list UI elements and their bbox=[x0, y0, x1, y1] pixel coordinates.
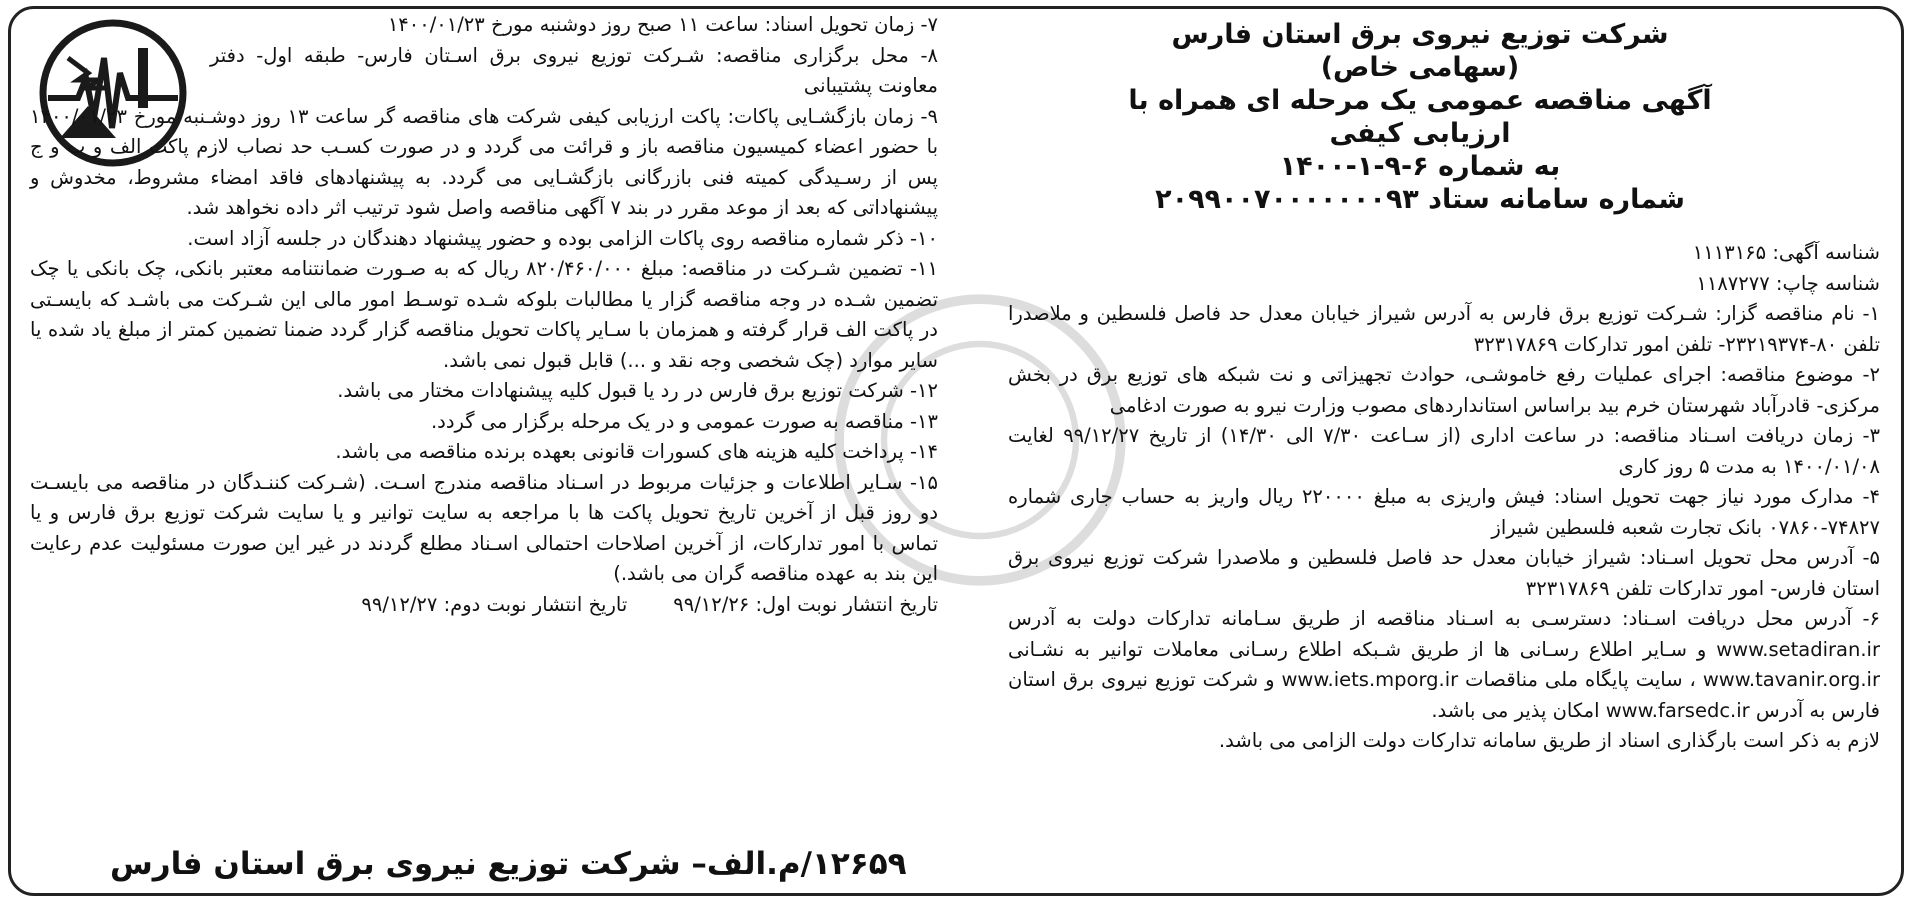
item-10: ۱۰- ذکر شماره مناقصه روی پاکات الزامی بوده و حضور پیشنهاد دهندگان در جلسه آزاد است. bbox=[187, 226, 938, 250]
item-8: ۸- محل برگزاری مناقصه: شـرکت توزیع نیروی برق اسـتان فارس- طبقه اول- دفتر معاونت پشتیبانی bbox=[210, 43, 938, 97]
print-id: شناسه چاپ: ۱۱۸۷۲۷۷ bbox=[1696, 271, 1880, 295]
publication-second: تاریخ انتشار نوبت دوم: ۹۹/۱۲/۲۷ bbox=[361, 592, 628, 616]
ids-block bbox=[1008, 238, 1880, 299]
right-column bbox=[1008, 10, 1880, 757]
item-6: ۶- آدرس محل دریافت اسـناد: دسترسـی به اسـناد مناقصه از طریق سـامانه تدارکات دولت به آدرس www.setadiran.ir و سـایر اطلاع رسـانی ها از طریق شـبکه اطلاع رسـانی معاملات توانیر به نشـانی www.tavanir.org.ir ، سایت پایگاه ملی مناقصات www.iets.mporg.ir و شرکت توزیع نیروی برق استان فارس به آدرس www.farsedc.ir امکان پذیر می باشد. bbox=[1008, 607, 1880, 722]
setad-number: شماره سامانه ستاد ۲۰۹۹۰۰۷۰۰۰۰۰۰۰۹۳ bbox=[1155, 184, 1685, 215]
publication-dates bbox=[30, 590, 938, 620]
item-5: ۵- آدرس محل تحویل اسـناد: شیراز خیابان معدل حد فاصل فلسطین و ملاصدرا شرکت توزیع نیروی برق استان فارس- امور تدارکات تلفن ۳۲۳۱۷۸۶۹ bbox=[1008, 546, 1880, 600]
item-7: ۷- زمان تحویل اسناد: ساعت ۱۱ صبح روز دوشنبه مورخ ۱۴۰۰/۰۱/۲۳ bbox=[387, 13, 938, 36]
upload-note: لازم به ذکر است بارگذاری اسناد از طریق سامانه تدارکات دولت الزامی می باشد. bbox=[1218, 729, 1880, 752]
item-15: ۱۵- سـایر اطلاعات و جزئیات مربوط در اسـناد مناقصه مندرج اسـت. (شـرکت کننـدگان در مناقصه می بایسـت دو روز قبل از آخرین تاریخ تحویل پاکت ها با مراجعه به سایت توانیر و یا سایت شرکت توزیع برق فارس و یا تماس با امور تدارکات، از آخرین اصلاحات احتمالی اسـناد مطلع گردند در غیر این صورت مسئولیت عدم رعایت این بند به عهده مناقصه گران می باشد.) bbox=[30, 470, 938, 585]
ad-id: شناسه آگهی: ۱۱۱۳۱۶۵ bbox=[1692, 241, 1880, 264]
item-2: ۲- موضوع مناقصه: اجرای عملیات رفع خاموشـی، حوادث تجهیزاتی و نت شبکه های توزیع برق در بخش مرکزی- قادرآباد شهرستان خرم بید براساس استانداردهای مصوب وزارت نیرو به صورت ادغامی bbox=[1008, 363, 1880, 417]
company-name: شرکت توزیع نیروی برق استان فارس bbox=[1171, 19, 1669, 50]
company-type: (سهامی خاص) bbox=[1320, 52, 1520, 83]
notice-title: آگهی مناقصه عمومی یک مرحله ای همراه با ارزیابی کیفی bbox=[1128, 85, 1712, 149]
item-14: ۱۴- پرداخت کلیه هزینه های کسورات قانونی بعهده برنده مناقصه می باشد. bbox=[335, 440, 938, 463]
item-11: ۱۱- تضمین شـرکت در مناقصه: مبلغ ۸۲۰/۴۶۰/۰۰۰ ریال که به صـورت ضمانتنامه معتبر بانکی، چک بانکی یا چک تضمین شـده در وجه مناقصه گزار یا مطالبات بلوکه شـده توسـط امور مالی این شـرکت می باشـد که بایسـتی در پاکت الف قرار گرفته و همزمان با سـایر پاکات تحویل مناقصه گزار گردد ضمنا تضمین کمتر از مبلغ یاد شده یا سایر موارد (چک شخصی وجه نقد و ...) قابل قبول نمی باشد. bbox=[30, 257, 938, 372]
item-12: ۱۲- شرکت توزیع برق فارس در رد یا قبول کلیه پیشنهادات مختار می باشد. bbox=[337, 379, 938, 402]
item-9: ۹- زمان بازگشـایی پاکات: پاکت ارزیابی کیفی شرکت های مناقصه گر ساعت ۱۳ روز دوشـنبه مورخ ۱۴۰۰/۰۱/۲۳ با حضور اعضاء کمیسیون مناقصه باز و قرائت می گردد و در صورت کسـب حد نصاب لازم پاکت الف و ب و ج پس از رسـیدگی کمیته فنی بازرگانی بازگشـایی می گردد. به پیشنهادهای فاقد امضاء مشروط، مخدوش و پیشنهاداتی که بعد از موعد مقرر در بند ۷ آگهی مناقصه واصل شود ترتیب اثر داده نخواهد شد. bbox=[30, 104, 938, 219]
left-column bbox=[30, 10, 938, 620]
footer-signature: ۱۲۶۵۹/م.الف– شرکت توزیع نیروی برق استان فارس bbox=[110, 846, 907, 882]
item-4: ۴- مدارک مورد نیاز جهت تحویل اسناد: فیش واریزی به مبلغ ۲۲۰۰۰۰ ریال واریز به حساب جاری شماره ۷۴۸۲۷-۰۷۸۶۰ بانک تجارت شعبه فلسطین شیراز bbox=[1008, 485, 1880, 539]
item-3: ۳- زمان دریافت اسـناد مناقصه: در ساعت اداری (از سـاعت ۷/۳۰ الی ۱۴/۳۰) از تاریخ ۹۹/۱۲/۲۷ لغایت ۱۴۰۰/۰۱/۰۸ به مدت ۵ روز کاری bbox=[1008, 424, 1880, 478]
tender-number: به شماره ۶-۹-۱-۱۴۰۰ bbox=[1279, 151, 1561, 182]
item-1: ۱- نام مناقصه گزار: شـرکت توزیع برق فارس به آدرس شیراز خیابان معدل حد فاصل فلسطین و ملاصدرا تلفن ۸۰-۲۳۲۱۹۳۷۴- تلفن امور تدارکات ۳۲۳۱۷۸۶۹ bbox=[1008, 302, 1880, 356]
title-block bbox=[1100, 18, 1740, 216]
item-13: ۱۳- مناقصه به صورت عمومی و در یک مرحله برگزار می گردد. bbox=[430, 409, 938, 433]
publication-first: تاریخ انتشار نوبت اول: ۹۹/۱۲/۲۶ bbox=[673, 592, 938, 616]
